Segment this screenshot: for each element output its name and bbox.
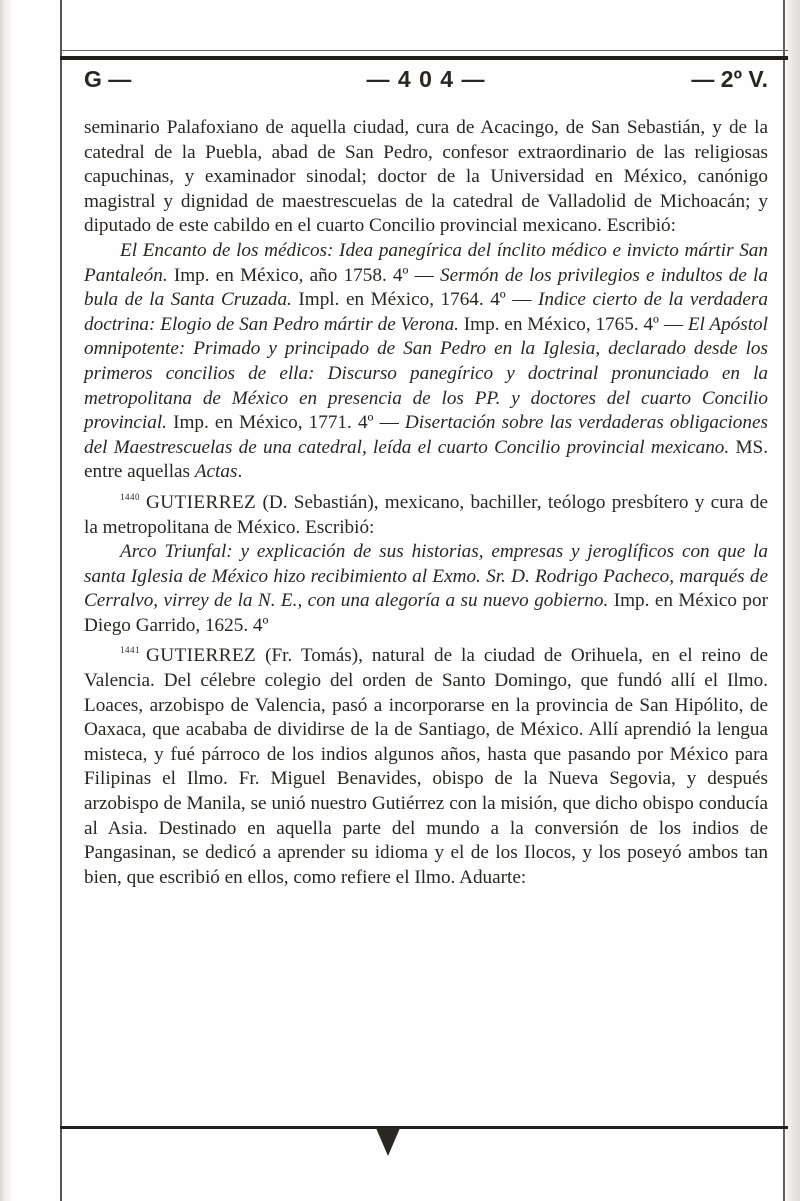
work-imprint: Imp. en México, 1771. 4º — — [166, 412, 405, 434]
top-thin-rule — [60, 50, 788, 51]
works-list — [84, 540, 768, 638]
entry-1440 — [84, 485, 768, 540]
work-end: . — [237, 461, 243, 483]
work-imprint: Imp. en México, año 1758. 4º — — [167, 264, 441, 286]
header-volume: — 2º V. — [691, 66, 768, 92]
work-title: Sermón de los privilegios e indultos de la bula de la Santa Cruzada. — [84, 264, 768, 311]
entry-body: (Fr. Tomás), natural de la ciudad de Orihuela, en el reino de Valencia. Del célebre colegio del orden de Santo Domingo, que fundó allí el Ilmo. Loaces, arzobispo de Valencia, pasó a incorporarse en la provincia de San Hipólito, de Oaxaca, que acababa de dividirse de la de Santiago, de México. Allí aprendió la lengua misteca, y fué párroco de los indios algunos años, hasta que pasando por México para Filipinas el Ilmo. Fr. Miguel Benavides, obispo de la Nueva Segovia, y después arzobispo de Manila, se unió nuestro Gutiérrez con la misión, que dicho obispo conducía al Asia. Destinado en aquella parte del mundo a la conversión de los indios de Pangasinan, se dedicó a aprender su idioma y el de los Ilocos, y los poseyó ambos tan bien, que escribió en ellos, como refiere el Ilmo. Aduarte: — [84, 645, 768, 888]
work-title: Indice cierto de la verdadera doctrina: Elogio de San Pedro mártir de Verona. — [84, 289, 768, 335]
bottom-rule — [60, 1126, 788, 1129]
running-header — [84, 66, 768, 106]
work-title: Arco Triunfal: y explicación de sus historias, empresas y jeroglíficos con que la santa Iglesia de México hizo recibimiento al Exmo. Sr. D. Rodrigo Pacheco, marqués de Cerralvo, virrey de la N. E., con una alegoría a su nuevo gobierno. — [84, 541, 768, 612]
work-title: El Encanto de los médicos: Idea panegírica del ínclito médico e invicto mártir San Pantaleón. — [84, 239, 768, 286]
work-title: El Apóstol omnipotente: Primado y principado de San Pedro en la Iglesia, declarado desde los primeros concilios de ella: Discurso panegírico y doctrinal pronunciado en la metropolitana de México en presencia de los PP. y doctores del cuarto Concilio provincial. — [84, 313, 768, 434]
work-imprint: MS. entre aquellas — [84, 436, 768, 483]
entry-name: GUTIERREZ — [146, 645, 257, 667]
left-margin-line — [60, 0, 62, 1201]
header-letter: G — — [84, 66, 132, 92]
page-number: — 4 0 4 — — [366, 66, 486, 92]
paragraph-continuation: seminario Palafoxiano de aquella ciudad, cura de Acacingo, de San Sebastián, y de la catedral de la Puebla, abad de San Pedro, confesor extraordinario de las religiosas capuchinas, y examinador sinodal; doctor de la Universidad en México, canónigo magistral y dignidad de maestrescuelas de la catedral de Valladolid de Michoacán; y diputado de este cabildo en el cuarto Concilio provincial mexicano. Escribió: — [84, 117, 768, 237]
work-imprint: Imp. en México por Diego Garrido, 1625. 4º — [84, 590, 768, 636]
body-text — [84, 116, 768, 890]
entry-1441 — [84, 638, 768, 890]
bottom-marker — [376, 1128, 400, 1156]
top-rule — [60, 56, 788, 60]
work-title: Disertación sobre las verdaderas obligaciones del Maestrescuelas de una catedral, leída el cuarto Concilio provincial mexicano. — [84, 412, 768, 458]
entry-number: 1440 — [120, 491, 140, 502]
page-right-edge — [786, 0, 800, 1201]
work-imprint: Impl. en México, 1764. 4º — — [291, 289, 538, 311]
entry-number: 1441 — [120, 645, 140, 656]
works-list — [84, 239, 768, 485]
page-binding-edge — [0, 0, 12, 1201]
entry-name: GUTIERREZ — [146, 491, 257, 513]
right-margin-line — [783, 0, 785, 1201]
work-imprint: Imp. en México, 1765. 4º — — [458, 313, 688, 335]
work-actas: Actas — [194, 461, 238, 483]
entry-body: (D. Sebastián), mexicano, bachiller, teólogo presbítero y cura de la metropolitana de México. Escribió: — [84, 491, 768, 538]
